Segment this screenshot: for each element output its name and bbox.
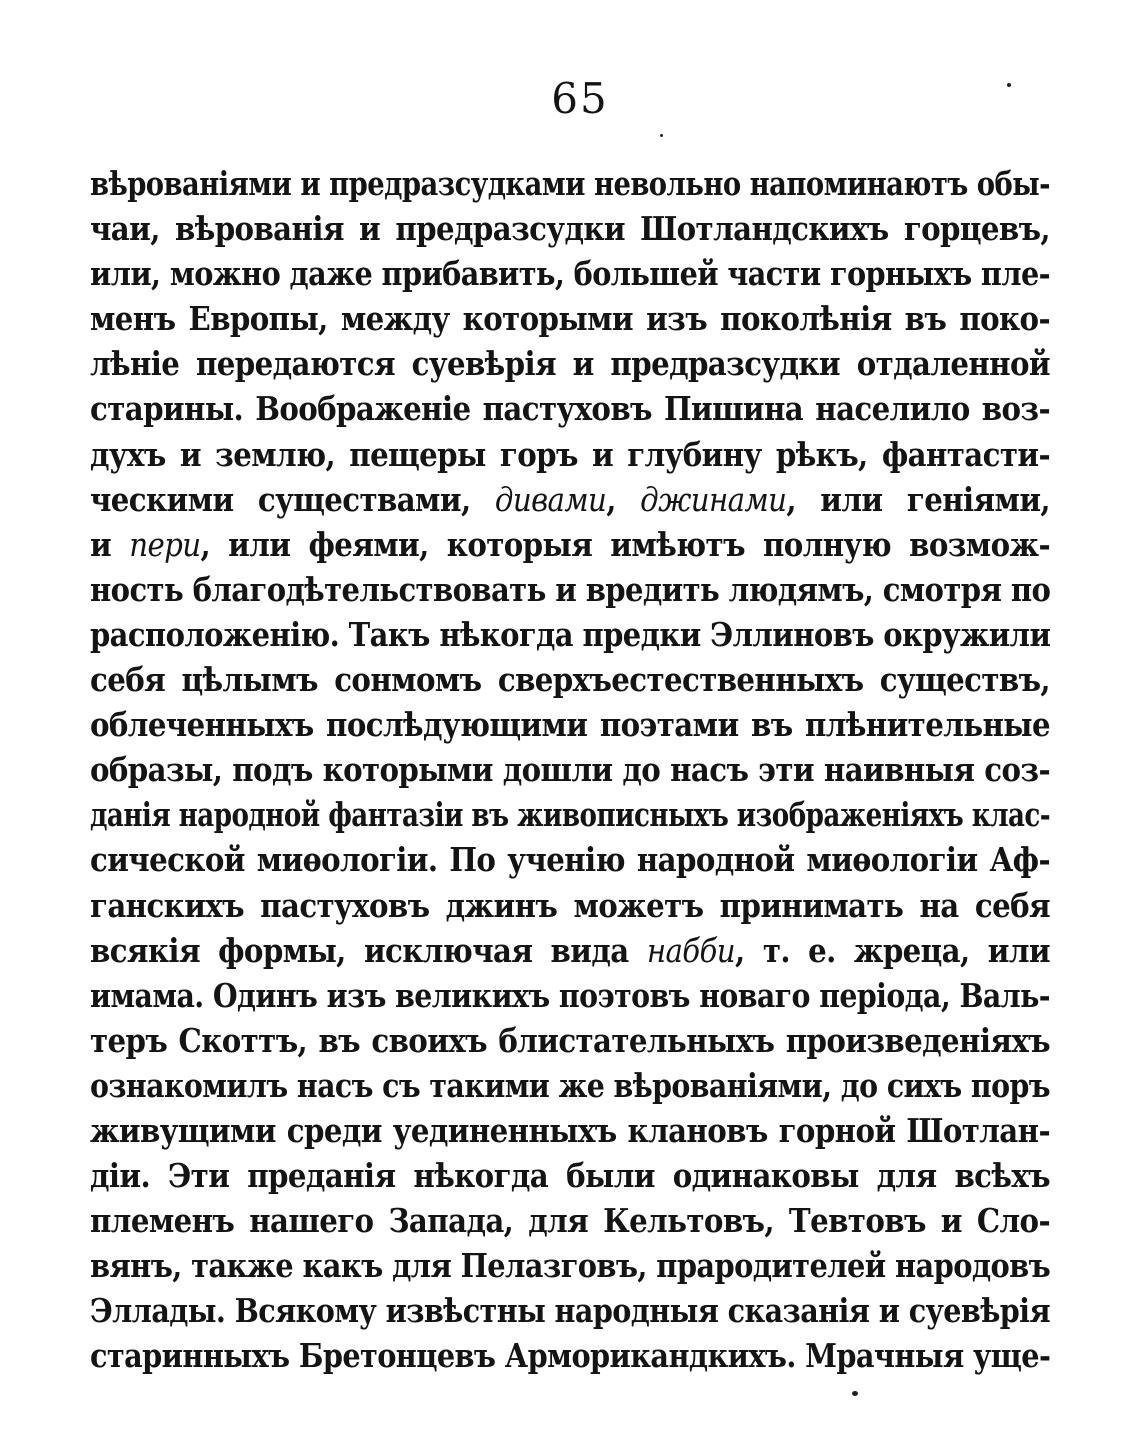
text-segment: старины. Воображеніе пастуховъ Пишина населило воз-	[90, 389, 1050, 429]
text-line	[90, 1108, 1050, 1153]
text-segment: ознакомилъ насъ съ такими же вѣрованіями, до сихъ поръ	[90, 1065, 1050, 1105]
text-line	[90, 1063, 1050, 1108]
text-segment: теръ Скоттъ, въ своихъ блистательныхъ произведеніяхъ	[90, 1020, 1050, 1060]
text-segment: сической миѳологіи. По ученію народной миѳологіи Аф-	[90, 840, 1050, 880]
text-segment: старинныхъ Бретонцевъ Арморикандкихъ. Мрачныя уще-	[90, 1336, 1051, 1376]
text-line	[90, 612, 1050, 657]
print-speck	[1007, 83, 1011, 87]
text-line	[90, 251, 1050, 296]
text-segment: ность благодѣтельствовать и вредить людямъ, смотря по	[90, 569, 1051, 609]
text-line	[90, 1153, 1050, 1198]
text-segment: племенъ нашего Запада, для Кельтовъ, Тевтовъ и Сло-	[90, 1201, 1050, 1241]
text-segment: , или феями, которыя имѣютъ полную возмож-	[200, 524, 1050, 564]
text-line	[90, 296, 1050, 341]
print-speck	[660, 134, 663, 137]
text-line	[90, 161, 1050, 206]
text-segment: чаи, вѣрованія и предразсудки Шотландскихъ горцевъ,	[90, 209, 1050, 249]
text-line	[90, 386, 1050, 431]
italic-term: набби	[646, 931, 736, 970]
text-segment: расположенію. Такъ нѣкогда предки Эллиновъ окружили	[90, 614, 1051, 654]
text-segment: всякія формы, исключая вида	[90, 930, 647, 970]
text-line	[90, 792, 1050, 837]
text-segment: данія народной фантазіи въ живописныхъ изображеніяхъ клас-	[90, 795, 1051, 835]
text-segment: живущими среди уединенныхъ клановъ горной Шотлан-	[90, 1110, 1050, 1150]
text-line	[90, 747, 1050, 792]
text-segment: , или геніями,	[786, 479, 1050, 519]
text-line	[90, 1243, 1050, 1288]
text-segment: Эллады. Всякому извѣстны народныя сказанія и суевѣрія	[90, 1291, 1050, 1331]
text-segment: ческими существами,	[90, 479, 495, 519]
text-segment: облеченныхъ послѣдующими поэтами въ плѣнительные	[90, 705, 1050, 745]
text-segment: духъ и землю, пещеры горъ и глубину рѣкъ, фантасти-	[90, 434, 1050, 474]
text-segment: образы, подъ которыми дошли до насъ эти наивныя соз-	[90, 750, 1050, 790]
text-segment: лѣніе передаются суевѣрія и предразсудки отдаленной	[90, 344, 1050, 384]
text-segment: ганскихъ пастуховъ джинъ можетъ принимать на себя	[90, 885, 1050, 925]
text-segment: имама. Одинъ изъ великихъ поэтовъ новаго періода, Валь-	[90, 975, 1050, 1015]
text-line	[90, 973, 1050, 1018]
text-line	[90, 1333, 1050, 1378]
text-segment: вянъ, также какъ для Пелазговъ, прародителей народовъ	[90, 1246, 1051, 1286]
italic-term: дивами	[494, 480, 607, 519]
text-line	[90, 1018, 1050, 1063]
text-segment: менъ Европы, между которыми изъ поколѣнія въ поко-	[90, 299, 1050, 339]
text-segment: , т. е. жреца, или	[735, 930, 1051, 970]
text-segment: себя цѣлымъ сонмомъ сверхъестественныхъ существъ,	[90, 660, 1050, 700]
text-line	[90, 657, 1050, 702]
text-line	[90, 341, 1050, 386]
text-segment: или, можно даже прибавить, большей части горныхъ пле-	[90, 254, 1050, 294]
text-line	[90, 1198, 1050, 1243]
text-line	[90, 432, 1050, 477]
text-line	[90, 477, 1050, 522]
page-number: 65	[551, 74, 609, 123]
text-segment: ,	[606, 479, 641, 519]
text-line	[90, 837, 1050, 882]
text-segment: діи. Эти преданія нѣкогда были одинаковы для всѣхъ	[90, 1156, 1050, 1196]
body-text	[90, 161, 1050, 1379]
text-line	[90, 522, 1050, 567]
italic-term: джинами	[640, 480, 787, 519]
text-line	[90, 567, 1050, 612]
text-segment: и	[90, 524, 130, 564]
text-line	[90, 928, 1050, 973]
text-line	[90, 702, 1050, 747]
text-line	[90, 883, 1050, 928]
print-speck	[852, 1391, 858, 1396]
text-line	[90, 1288, 1050, 1333]
text-line	[90, 206, 1050, 251]
italic-term: пери	[129, 525, 201, 564]
text-segment: вѣрованіями и предразсудками невольно напоминаютъ обы-	[90, 164, 1050, 203]
